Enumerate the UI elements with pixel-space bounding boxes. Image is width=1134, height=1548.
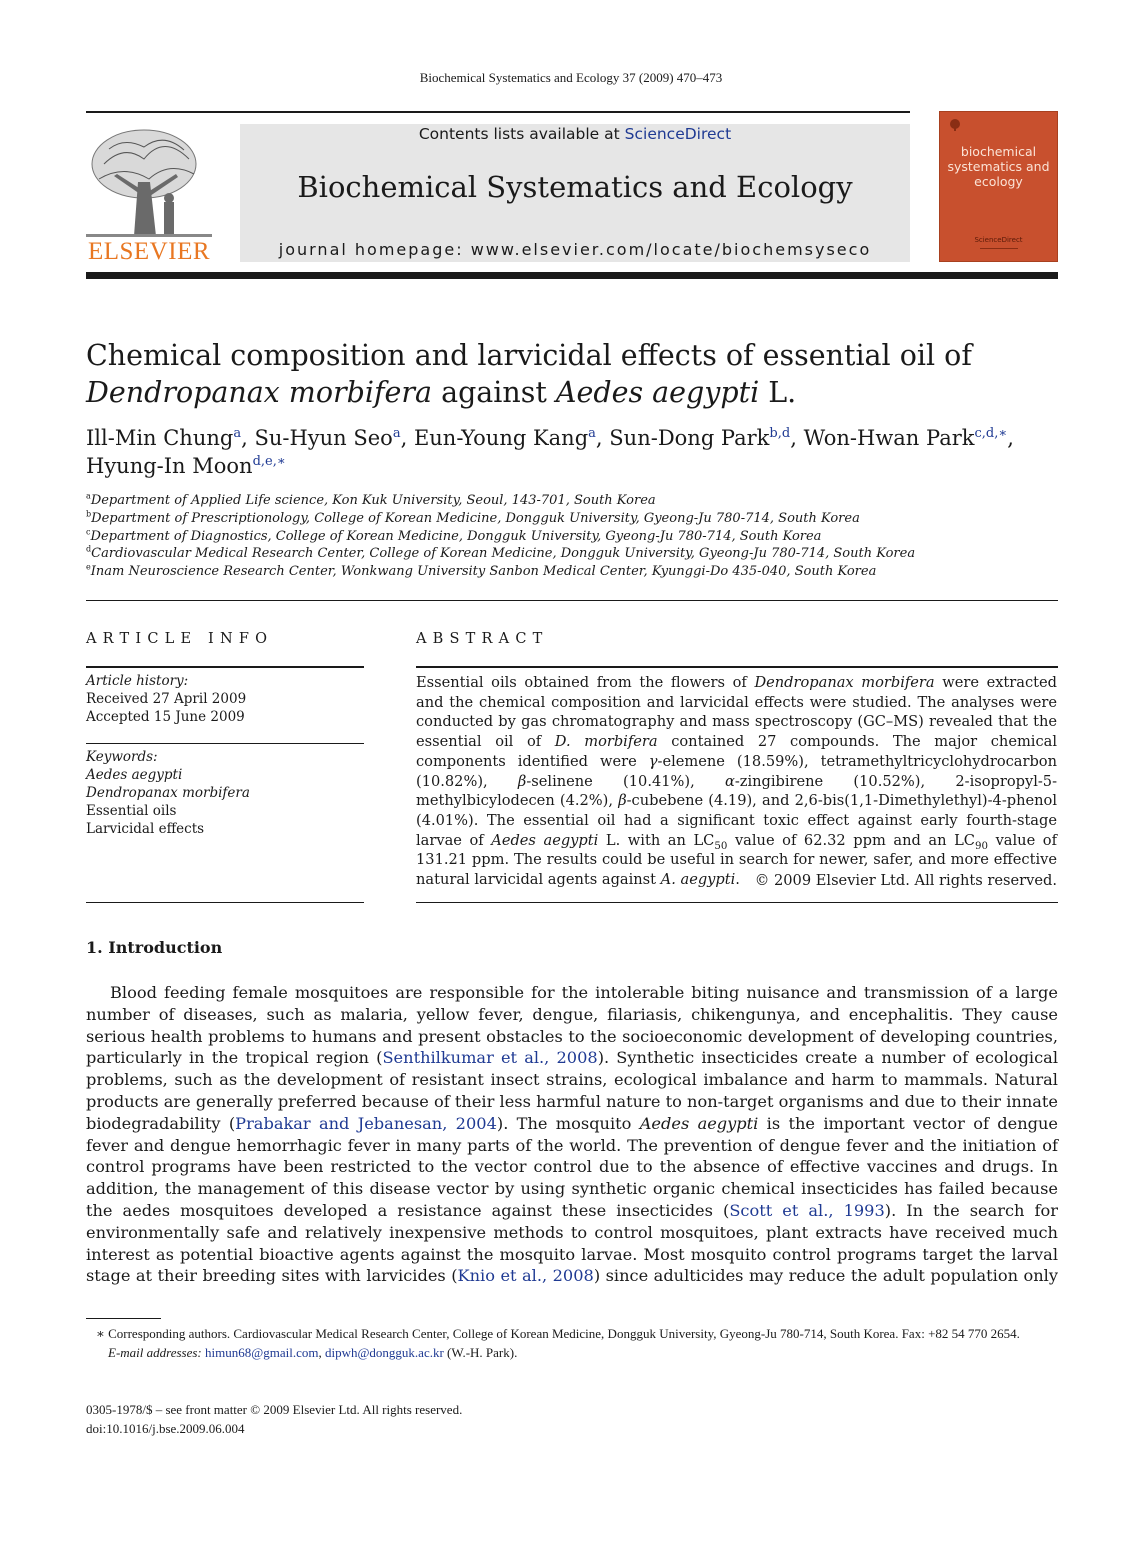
intro-species: Aedes aegypti [639, 1113, 759, 1133]
abstract-text: -zingibirene (10.52%), 2-isopropyl-5-methylbicylodecen (4.2%), [416, 772, 1058, 810]
cover-title: biochemical systematics and ecology [947, 144, 1050, 189]
cover-footer-line [980, 248, 1018, 249]
email-link[interactable]: dipwh@dongguk.ac.kr [324, 1344, 444, 1360]
intro-text: ). The mosquito [496, 1113, 640, 1133]
journal-citation: Biochemical Systematics and Ecology 37 (2009) 470–473 [419, 70, 723, 85]
article-title-line2 [86, 374, 1066, 411]
abstract-rule-bottom [416, 902, 1058, 903]
introduction-body [86, 982, 1058, 1287]
affiliation-key: e [86, 562, 91, 572]
intro-text: ). In the search for environmentally safe and relatively inexpensive methods to control mosquitoes, plant extracts have received much interest as potential bioactive agents against the mosquito larvae. Most mosquito control programs target the larval stage at their breeding sites with larvicides ( [86, 1200, 1058, 1286]
accepted-date: Accepted 15 June 2009 [86, 709, 245, 725]
abstract-text: -cubebene (4.19), and 2,6-bis(1,1-Dimethylethyl)-4-phenol (4.01%). The essential oil had a significant toxic effect against early fourth-stage larvae of [416, 792, 1057, 849]
keywords-label: Keywords: [86, 749, 158, 765]
email-separator: , [318, 1344, 325, 1360]
abstract-species: D. morbifera [554, 733, 658, 751]
intro-text: Blood feeding female mosquitoes are responsible for the intolerable biting nuisance and transmission of a large number of diseases, such as malaria, yellow fever, dengue, filariasis, chikengunya, and encephalitis. They cause serious health problems to humans and present obstacles to the socioeconomic development of developing countries, particularly in the tropical region ( [86, 983, 1058, 1068]
footnote-main [86, 1325, 1058, 1344]
keywords-block [86, 748, 366, 838]
email-label: E-mail addresses: [108, 1344, 206, 1360]
section-heading-introduction: 1. Introduction [86, 938, 223, 957]
email-link[interactable]: himun68@gmail.com [205, 1344, 319, 1360]
cover-sciencedirect-mark: ScienceDirect [974, 236, 1023, 244]
abstract-greek: β [517, 772, 527, 790]
article-info-rule-mid [86, 743, 364, 744]
abstract-copyright: © 2009 Elsevier Ltd. All rights reserved. [754, 872, 1057, 889]
affiliation-text: Inam Neuroscience Research Center, Wonkwang University Sanbon Medical Center, Kyunggi-Do 435-040, South Korea [90, 564, 877, 580]
author-separator: , [1007, 426, 1014, 450]
affiliation-text: Department of Diagnostics, College of Korean Medicine, Dongguk University, Gyeong-Ju 780-714, South Korea [90, 528, 822, 544]
abstract-greek: β [618, 792, 627, 810]
abstract-body [416, 673, 1057, 890]
introduction-paragraph [86, 982, 1058, 1287]
journal-homepage-link[interactable]: journal homepage: www.elsevier.com/locate/biochemsyseco [278, 240, 872, 259]
affiliation-item [86, 492, 1066, 510]
author-separator: , [241, 426, 255, 450]
author-name[interactable]: Ill-Min Chung [86, 426, 234, 450]
abstract-greek: γ [648, 752, 658, 770]
citation-link[interactable]: Scott et al., 1993 [729, 1200, 885, 1220]
header-top-rule [86, 111, 910, 113]
author-separator: , [595, 426, 610, 450]
author-name[interactable]: Won-Hwan Park [803, 426, 975, 450]
cover-elsevier-tree-icon [948, 118, 962, 132]
citation-link[interactable]: Prabakar and Jebanesan, 2004 [235, 1113, 497, 1133]
keyword-item: Aedes aegypti [86, 767, 183, 783]
elsevier-logo[interactable] [84, 124, 214, 264]
email-owner: (W.-H. Park). [443, 1344, 518, 1360]
contents-prefix: Contents lists available at [418, 125, 625, 143]
citation-link[interactable]: Knio et al., 2008 [457, 1266, 594, 1286]
intro-text: is the important vector of dengue fever and dengue hemorrhagic fever in many parts of the world. The prevention of dengue fever and the initiation of control programs have been restricted to the vector control due to the absence of effective vaccines and drugs. In addition, the management of this disease vector by using synthetic organic chemical insecticides has failed because the aedes mosquitoes developed a resistance against these insecticides ( [86, 1113, 1058, 1220]
affiliation-item [86, 528, 1066, 546]
issn-line: 0305-1978/$ – see front matter © 2009 Elsevier Ltd. All rights reserved. [86, 1402, 463, 1417]
doi-line[interactable]: doi:10.1016/j.bse.2009.06.004 [86, 1420, 245, 1436]
history-label: Article history: [86, 673, 189, 689]
author-affiliation-ref[interactable]: c,d,∗ [974, 426, 1008, 441]
author-name[interactable]: Su-Hyun Seo [254, 426, 393, 450]
affiliation-key: d [86, 545, 92, 555]
author-separator: , [790, 426, 804, 450]
title-against: against [432, 376, 556, 409]
affiliation-list [86, 492, 1066, 581]
author-name[interactable]: Hyung-In Moon [86, 454, 253, 478]
author-list [86, 424, 1066, 480]
lc50-subscript: 50 [714, 840, 728, 852]
corresponding-author-footnote [86, 1325, 1058, 1362]
affiliation-key: c [86, 527, 91, 537]
affiliation-key: a [86, 491, 91, 501]
abstract-text: value of 62.32 ppm and an LC [727, 831, 975, 849]
front-matter [86, 1401, 786, 1438]
abstract-species: Dendropanax morbifera [754, 674, 935, 691]
affiliation-item [86, 510, 1066, 528]
abstract-text: -selinene (10.41%), [526, 772, 725, 790]
keyword-item: Essential oils [86, 803, 177, 819]
article-title-line1: Chemical composition and larvicidal effects of essential oil of [86, 339, 972, 372]
abstract-text: Essential oils obtained from the flowers of [416, 674, 755, 691]
intro-text: ). Synthetic insecticides create a number of ecological problems, such as the development of resistant insect strains, ecological imbalance and harm to mammals. Natural products are generally preferred because of their less harmful nature to non-target organisms and due to their innate biodegradability ( [86, 1048, 1059, 1133]
article-title [86, 337, 1066, 411]
author-name[interactable]: Eun-Young Kang [413, 426, 589, 450]
intro-text: ) since adulticides may reduce the adult population only [593, 1266, 1058, 1286]
author-separator: , [400, 426, 414, 450]
affiliations-divider [86, 600, 1058, 601]
author-affiliation-ref[interactable]: a [392, 426, 401, 441]
title-tail: L. [759, 376, 797, 409]
affiliation-text: Department of Prescriptionology, College of Korean Medicine, Dongguk University, Gyeong-Ju 780-714, South Korea [91, 510, 860, 526]
keyword-item: Larvicidal effects [86, 821, 205, 837]
article-info-rule-top [86, 666, 364, 668]
affiliation-key: b [86, 509, 92, 519]
contents-availability [240, 125, 910, 143]
abstract-heading: ABSTRACT [416, 631, 549, 647]
abstract-rule-top [416, 666, 1058, 668]
elsevier-wordmark: ELSEVIER [87, 238, 211, 265]
citation-link[interactable]: Senthilkumar et al., 2008 [382, 1048, 598, 1068]
abstract-text: . [735, 871, 740, 889]
author-affiliation-ref[interactable]: b,d [769, 426, 791, 441]
article-history [86, 672, 366, 726]
author-affiliation-ref[interactable]: d,e,∗ [252, 454, 286, 469]
article-info-heading: ARTICLE INFO [86, 631, 274, 647]
journal-title: Biochemical Systematics and Ecology [297, 170, 853, 204]
affiliation-item [86, 563, 1066, 581]
abstract-text: were extracted and the chemical composition and larvicidal effects were studied. The analyses were conducted by gas chromatography and mass spectroscopy (GC–MS) revealed that the essential oil of [416, 674, 1057, 751]
footnote-emails [86, 1344, 1058, 1363]
abstract-text: value of 131.21 ppm. The results could be useful in search for newer, safer, and more effective natural larvicidal agents against [416, 831, 1057, 889]
abstract-greek: α [724, 772, 735, 790]
abstract-species: A. aegypti [660, 871, 736, 889]
received-date: Received 27 April 2009 [86, 691, 247, 707]
article-info-rule-bottom [86, 902, 364, 903]
abstract-species: Aedes aegypti [491, 831, 599, 849]
footnote-marker: ∗ [96, 1326, 105, 1341]
abstract-text: L. with an LC [598, 831, 715, 849]
abstract-text: -elemene (18.59%), tetramethyltricyclohydrocarbon (10.82%), [416, 752, 1057, 790]
affiliation-item [86, 545, 1066, 563]
footnote-text: Corresponding authors. Cardiovascular Medical Research Center, College of Korean Medicine, Dongguk University, Gyeong-Ju 780-714, South Korea. Fax: +82 54 770 2654. [104, 1326, 1020, 1341]
affiliation-text: Cardiovascular Medical Research Center, College of Korean Medicine, Dongguk University, Gyeong-Ju 780-714, South Korea [91, 546, 916, 562]
keyword-item: Dendropanax morbifera [86, 785, 250, 801]
sciencedirect-link[interactable]: ScienceDirect [624, 125, 732, 143]
author-name[interactable]: Sun-Dong Park [609, 426, 770, 450]
author-affiliation-ref[interactable]: a [588, 426, 596, 441]
lc90-subscript: 90 [974, 840, 988, 852]
affiliation-text: Department of Applied Life science, Kon Kuk University, Seoul, 143-701, South Korea [90, 493, 656, 508]
abstract-text: contained 27 compounds. The major chemical components identified were [416, 733, 1057, 770]
author-affiliation-ref[interactable]: a [233, 426, 242, 441]
header-bottom-rule [86, 272, 1058, 279]
footnote-rule [86, 1318, 161, 1319]
title-species-2: Aedes aegypti [555, 376, 760, 409]
title-species-1: Dendropanax morbifera [86, 376, 433, 409]
